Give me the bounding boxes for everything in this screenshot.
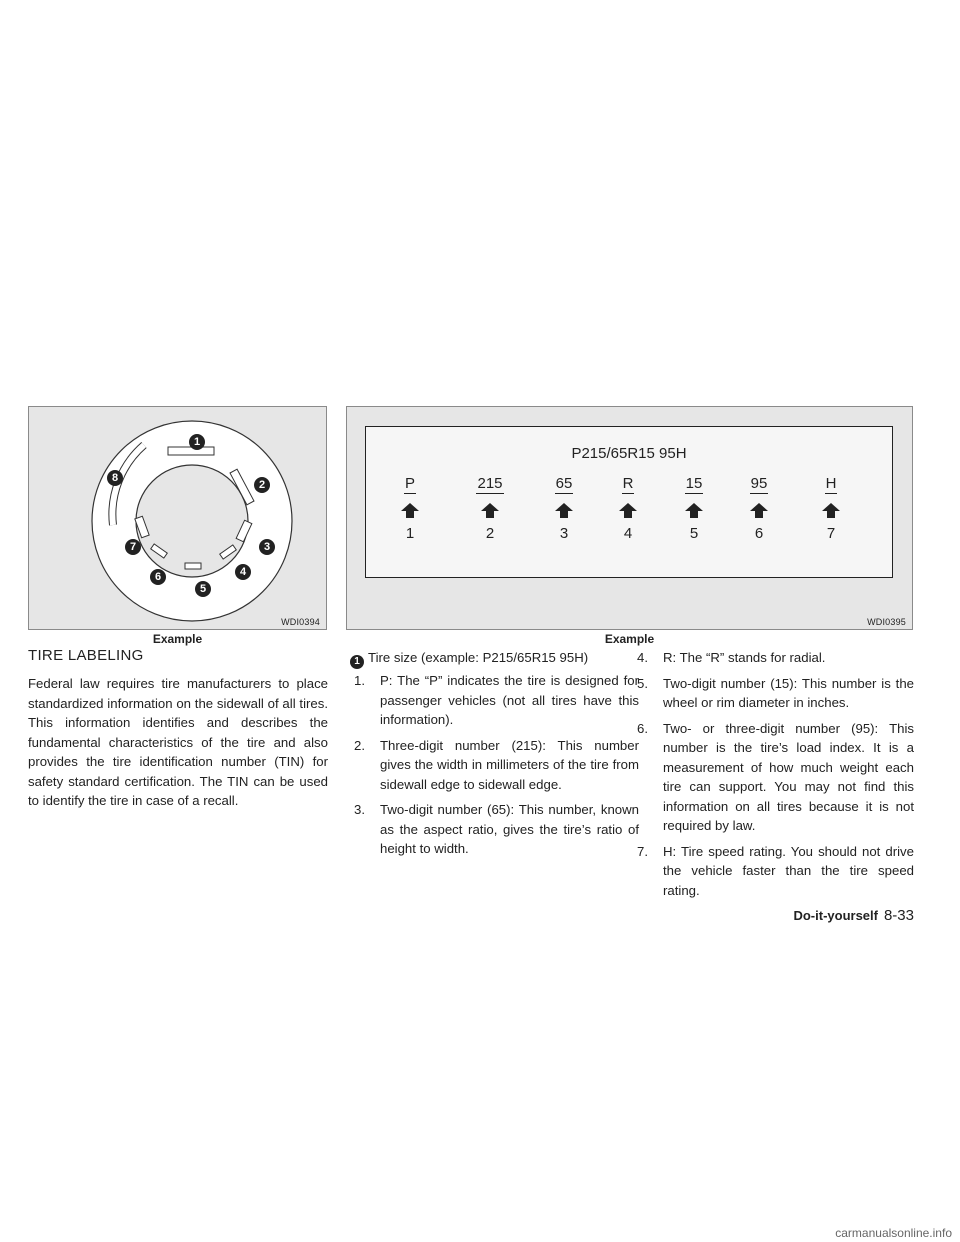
list-item: 7. H: Tire speed rating. You should not drive the vehicle faster than the tire speed rating. (637, 843, 914, 898)
marker-6-icon: 6 (150, 569, 166, 585)
tire-size-part (664, 475, 724, 542)
part-number: 1 (405, 525, 415, 542)
page-footer (793, 907, 914, 925)
marker-7-icon: 7 (125, 539, 141, 555)
tire-size-part (801, 475, 861, 542)
part-number: 5 (689, 525, 699, 542)
part-label: H (825, 475, 837, 492)
page-number: 8-33 (883, 907, 914, 924)
list-column-right (637, 648, 914, 900)
marker-3-icon: 3 (259, 539, 275, 555)
list-title (350, 648, 635, 669)
marker-1-icon: 1 (189, 434, 205, 450)
marker-4-icon: 4 (235, 564, 251, 580)
section-paragraph: Federal law requires tire manufacturers to place standardized information on the sidewall of all tires. This information identifies and describes the fundamental characteristics of the tire and also provides the tire identification number (TIN) for safety standard certification. The TIN can be used to identify the tire in case of a recall. (28, 676, 328, 808)
marker-2-icon: 2 (254, 477, 270, 493)
arrow-up-icon (619, 503, 637, 519)
list-column-middle (354, 671, 639, 859)
marker-5-icon: 5 (195, 581, 211, 597)
part-label: 15 (685, 475, 703, 492)
list-item: 1. P: The “P” indicates the tire is designed for passenger vehicles (not all tires have this information). (354, 673, 639, 727)
part-label: 215 (477, 475, 503, 492)
tire-size-part (729, 475, 789, 542)
list-item: 2. Three-digit number (215): This number gives the width in millimeters of the tire from sidewall edge to sidewall edge. (354, 737, 639, 792)
part-number: 3 (559, 525, 569, 542)
part-number: 4 (623, 525, 633, 542)
list-title-text: Tire size (example: P215/65R15 95H) (368, 650, 589, 665)
tire-size-part (380, 475, 440, 542)
list-item: 3. Two-digit number (65): This number, known as the aspect ratio, gives the tire’s ratio of height to width. (354, 802, 639, 856)
figure-caption: Example (152, 632, 203, 646)
figure-caption: Example (604, 632, 655, 646)
tire-size-part (534, 475, 594, 542)
part-label: 95 (750, 475, 768, 492)
list-item: 4. R: The “R” stands for radial. (637, 650, 826, 665)
arrow-up-icon (750, 503, 768, 519)
arrow-up-icon (481, 503, 499, 519)
tire-size-part (598, 475, 658, 542)
part-number: 2 (485, 525, 495, 542)
tire-size-string: P215/65R15 95H (571, 445, 687, 462)
tire-size-panel (365, 426, 893, 578)
part-number: 6 (754, 525, 764, 542)
list-item: 5. Two-digit number (15): This number is the wheel or rim diameter in inches. (637, 675, 914, 710)
list-item: 6. Two- or three-digit number (95): This number is the tire’s load index. It is a measurement of how much weight each tire can support. You may not find this information on all tires because it is not required by law. (637, 720, 914, 833)
figure-code: WDI0395 (867, 617, 906, 627)
part-number: 7 (826, 525, 836, 542)
circled-number-icon: 1 (350, 655, 364, 669)
watermark: carmanualsonline.info (835, 1226, 952, 1240)
arrow-up-icon (685, 503, 703, 519)
tire-diagram (29, 407, 326, 629)
arrow-up-icon (401, 503, 419, 519)
part-label: 65 (555, 475, 573, 492)
figure-code: WDI0394 (281, 617, 320, 627)
tire-size-part (460, 475, 520, 542)
arrow-up-icon (822, 503, 840, 519)
section-heading: TIRE LABELING (28, 647, 144, 664)
tire-sidewall-figure (28, 406, 327, 630)
tire-size-figure (346, 406, 913, 630)
part-label: R (622, 475, 634, 492)
marker-8-icon: 8 (107, 470, 123, 486)
part-label: P (404, 475, 415, 492)
footer-section: Do-it-yourself (793, 908, 878, 923)
arrow-up-icon (555, 503, 573, 519)
